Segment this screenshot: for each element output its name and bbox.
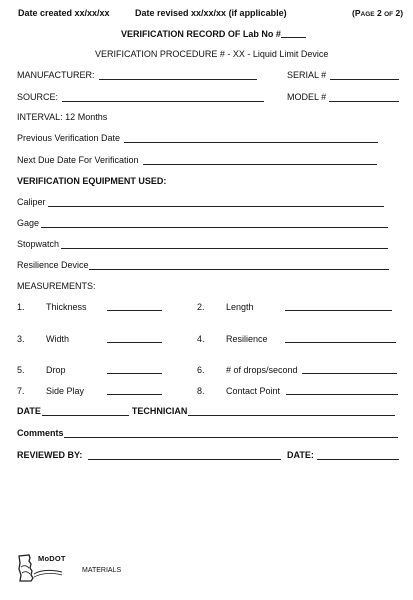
resilience-line[interactable] [285,342,396,343]
measurement-number: 5. [17,365,25,375]
date-line[interactable] [42,407,129,416]
date-revised: Date revised xx/xx/xx (if applicable) [135,8,287,18]
serial-line[interactable] [330,71,399,80]
manufacturer-label: MANUFACTURER: [17,70,95,80]
drop-line[interactable] [107,373,162,374]
gage-row [17,219,388,228]
measurement-label-drops-per-second: # of drops/second [226,365,298,375]
resilience-device-label: Resilience Device [17,260,89,270]
source-line[interactable] [62,93,264,102]
source-row [17,93,264,102]
width-line[interactable] [107,342,162,343]
measurement-number: 3. [17,334,25,344]
manufacturer-row [17,71,257,80]
measurement-label-length: Length [226,302,254,312]
modot-logo [16,552,64,584]
resilience-device-row [17,261,389,270]
measurement-label-thickness: Thickness [46,302,87,312]
stopwatch-line[interactable] [61,240,388,249]
review-date-label: DATE: [287,450,314,460]
model-label: MODEL # [287,92,327,102]
measurement-number: 1. [17,302,25,312]
caliper-label: Caliper [17,197,46,207]
equipment-heading: VERIFICATION EQUIPMENT USED: [17,176,167,186]
next-due-label: Next Due Date For Verification [17,155,139,165]
interval-text: INTERVAL: 12 Months [17,112,108,122]
date-label: DATE [17,406,41,416]
measurement-label-drop: Drop [46,365,66,375]
stopwatch-row [17,240,388,249]
gage-label: Gage [17,218,40,228]
date-technician-row [17,407,395,416]
measurement-number: 7. [17,386,25,396]
drops-per-second-line[interactable] [302,373,397,374]
technician-line[interactable] [188,407,395,416]
next-due-row [17,156,377,165]
source-label: SOURCE: [17,92,59,102]
resilience-device-line[interactable] [89,261,389,270]
thickness-line[interactable] [107,310,162,311]
caliper-line[interactable] [48,198,384,207]
comments-row [17,429,398,438]
measurement-label-contact-point: Contact Point [226,386,281,396]
page-indicator: (PAGE 2 OF 2) [352,8,404,18]
serial-label: SERIAL # [287,70,327,80]
serial-row [287,71,399,80]
manufacturer-line[interactable] [99,71,257,80]
reviewed-by-line[interactable] [88,451,281,460]
page-subtitle: VERIFICATION PROCEDURE # - XX - Liquid Limit Device [95,49,329,59]
date-created: Date created xx/xx/xx [18,8,110,18]
reviewed-by-row [17,451,281,460]
measurement-number: 6. [197,365,205,375]
caliper-row [17,198,384,207]
logo-text: MoDOT [38,554,66,563]
next-due-line[interactable] [143,156,377,165]
comments-line[interactable] [64,429,398,438]
measurement-label-resilience: Resilience [226,334,268,344]
page-title: VERIFICATION RECORD OF Lab No # [121,30,306,39]
lab-number-line[interactable] [281,37,306,38]
measurement-number: 2. [197,302,205,312]
previous-verification-label: Previous Verification Date [17,133,121,143]
comments-label: Comments [17,428,64,438]
measurement-number: 8. [197,386,205,396]
stopwatch-label: Stopwatch [17,239,60,249]
side-play-line[interactable] [107,394,162,395]
length-line[interactable] [285,310,392,311]
model-row [287,93,399,102]
gage-line[interactable] [41,219,388,228]
measurement-label-width: Width [46,334,70,344]
review-date-row [287,451,399,460]
review-date-line[interactable] [317,451,399,460]
measurements-heading: MEASUREMENTS: [17,281,96,291]
contact-point-line[interactable] [286,394,398,395]
measurement-label-side-play: Side Play [46,386,85,396]
measurement-number: 4. [197,334,205,344]
reviewed-by-label: REVIEWED BY: [17,450,83,460]
model-line[interactable] [329,93,399,102]
previous-verification-row [17,134,378,143]
previous-verification-line[interactable] [124,134,378,143]
technician-label: TECHNICIAN [131,406,188,416]
department-label: MATERIALS [82,567,122,574]
